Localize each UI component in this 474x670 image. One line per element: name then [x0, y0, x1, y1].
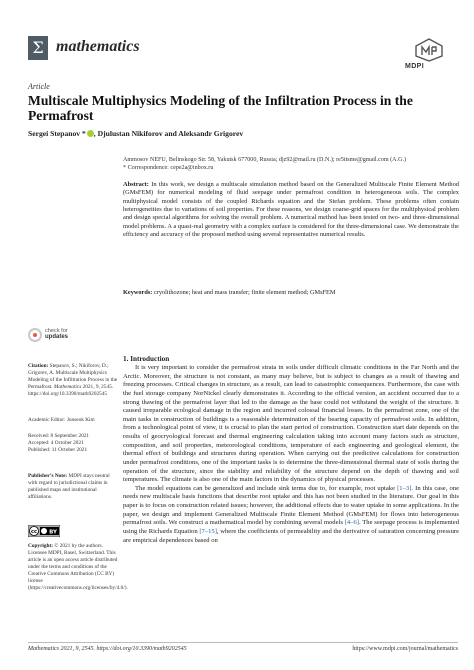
publisher-note-label: Publisher’s Note:	[28, 473, 68, 479]
copyright-text: © 2021 by the authors. Licensee MDPI, Basel, Switzerland. This article is an open access article distributed under the terms and conditions of the Creative Commons Attribution (CC BY) license (https://creativecommons.org/licenses/by/4.0/).	[28, 543, 128, 592]
article-title: Multiscale Multiphysics Modeling of the Infiltration Process in the Permafrost	[28, 93, 413, 123]
creative-commons-icon[interactable]	[28, 525, 60, 537]
journal-name: mathematics	[56, 38, 140, 55]
copyright-label: Copyright:	[28, 543, 54, 549]
academic-editor: Academic Editor: Junseok Kim	[28, 417, 95, 423]
citation-block	[28, 363, 120, 398]
check-updates-top: check for	[45, 328, 68, 334]
abstract-label: Abstract:	[123, 181, 149, 188]
orcid-icon[interactable]	[87, 130, 94, 137]
reference-link[interactable]: [4–6]	[344, 519, 359, 527]
citation-journal: Mathematics	[53, 384, 82, 391]
publisher-name: MDPI	[405, 63, 425, 70]
body-text	[123, 364, 459, 545]
svg-text:BY: BY	[49, 529, 57, 536]
reference-link[interactable]: [7–15]	[199, 527, 217, 535]
check-updates-icon	[28, 328, 42, 342]
footer-journal-url[interactable]: https://www.mdpi.com/journal/mathematics	[352, 646, 458, 652]
paragraph-2: The model equations can be generalized and include sink terms due to, for example, root uptake [1–3]. In this case, one needs new multiscale basis functions that describe root uptake and this has not been studied in the literature. Our goal in this paper is to focus on construction related issues; however, the additional effects due to water uptake in some applications. In the paper, we design and implement Generalized Multiscale Finite Element Method (GMsFEM) for flows into heterogeneous permafrost soils. We construct a mathematical model by combining several models [4–6]. The seepage process is implemented using the Richards Equation [7–15], where the coefficients of permeability and the derivative of saturation concerning pressure are empirical dependences based on	[123, 484, 459, 544]
article-type: Article	[28, 82, 50, 91]
accepted-date: Accepted: 4 October 2021	[28, 440, 84, 447]
other-authors: , Djulustan Nikiforov and Aleksandr Grigorev	[93, 129, 244, 138]
published-date: Published: 11 October 2021	[28, 447, 88, 454]
author-list	[28, 129, 243, 138]
svg-text:cc: cc	[31, 529, 37, 535]
journal-logo	[28, 36, 48, 60]
citation-text: Stepanov, S.; Nikiforov, D.; Grigorev, A. Multiscale Multiphysics Modeling of the Infiltration Process in the Permafrost.	[28, 363, 118, 391]
check-for-updates-button[interactable]	[28, 328, 88, 350]
journal-logo-glyph: Σ	[32, 38, 44, 57]
publisher-note	[28, 473, 120, 501]
affiliation-block	[123, 156, 459, 172]
section-heading: 1. Introduction	[123, 355, 170, 363]
abstract-text: In this work, we design a multiscale simulation method based on the Generalized Multiscale Finite Element Method (GMsFEM) for numerical modeling of fluid seepage under permafrost condition in heterogeneous soils. The complex multiphysical model consists of the coupled Richards equation and the Stefan problem. These problems often contain heterogeneities due to variations of soil properties. For these reasons, we design coarse-grid spaces for the multiphysical problem and design special algorithms for solving the overall problem. A numerical method has been tested on two- and three-dimensional model problems. A a quasi-real geometry with a complex surface is considered for the three-dimensional case. We demonstrate the efficiency and accuracy of the proposed method using several representative numerical results.	[123, 181, 459, 239]
citation-label: Citation:	[28, 363, 49, 369]
check-updates-bottom: updates	[45, 334, 69, 340]
corresponding-author[interactable]: Sergei Stepanov *	[28, 129, 86, 138]
copyright-block	[28, 543, 128, 592]
reference-link[interactable]: [1–3]	[397, 484, 412, 492]
citation-doi[interactable]: 2021, 9, 2545. https://doi.org/10.3390/math9202545	[28, 384, 114, 398]
keywords-text: cryolithozone; heat and mass transfer; finite element method; GMsFEM	[153, 289, 336, 296]
received-date: Received: 8 September 2021	[28, 433, 90, 439]
keywords-label: Keywords:	[123, 289, 153, 296]
paragraph-1: It is very important to consider the permafrost strata in soils under difficult climatic conditions in the Far North and the Arctic. Moreover, the structure is not constant, as many may believe, but is subject to changes as a result of thawing and freezing processes. Critical changes in structure, as a result, can lead to catastrophic consequences. Furthermore, the case with the fuel storage company NorNickel clearly demonstrates it. According to the official version, an accident occurred due to a strong thawing of the permafrost layer that led to the damage as the base could not withstand the weight of the structure. It caused irreparable ecological damage in the region and incurred colossal financial losses. In the permafrost zone, one of the main tasks in construction of buildings is a reasonable determination of the bearing capacity of permafrost soils. In addition, from a technological point of view, it is crucial to plan the start period of construction. Construction start date depends on the results of geocryological forecast and thermal engineering calculation taking into account many factors such as structure, composition, and soil properties, meteorological conditions, temperature of each engineering and geological element, the thermal effect of buildings and structures during operation. When carrying out the predictive calculations for construction under permafrost conditions, one of the important tasks is to determine the three-dimensional thermal state of soils during the operation of the structure, since the stability and reliability of the structure depend on the depth of thawing and soil temperatures. The climate is also one of the main factors in the dynamics of physical processes.	[123, 364, 459, 484]
publisher-note-text: MDPI stays neutral with regard to jurisdictional claims in published maps and institutional affiliations.	[28, 473, 110, 501]
mdpi-logo-icon	[414, 38, 444, 62]
keywords	[123, 289, 459, 297]
affiliation: Ammosov NEFU, Belinskogo Str. 58, Yakutsk 677000, Russia; djz92@mail.ru (D.N.); re5itsme@gmail.com (A.G.)	[123, 157, 407, 163]
correspondence: * Correspondence: cepe2a@inbox.ru	[123, 165, 214, 172]
abstract	[123, 181, 459, 239]
footer-journal-ref: Mathematics 2021, 9, 2545. https://doi.org/10.3390/math9202545	[28, 646, 187, 652]
footer-divider	[28, 642, 458, 643]
dates-block	[28, 433, 120, 454]
